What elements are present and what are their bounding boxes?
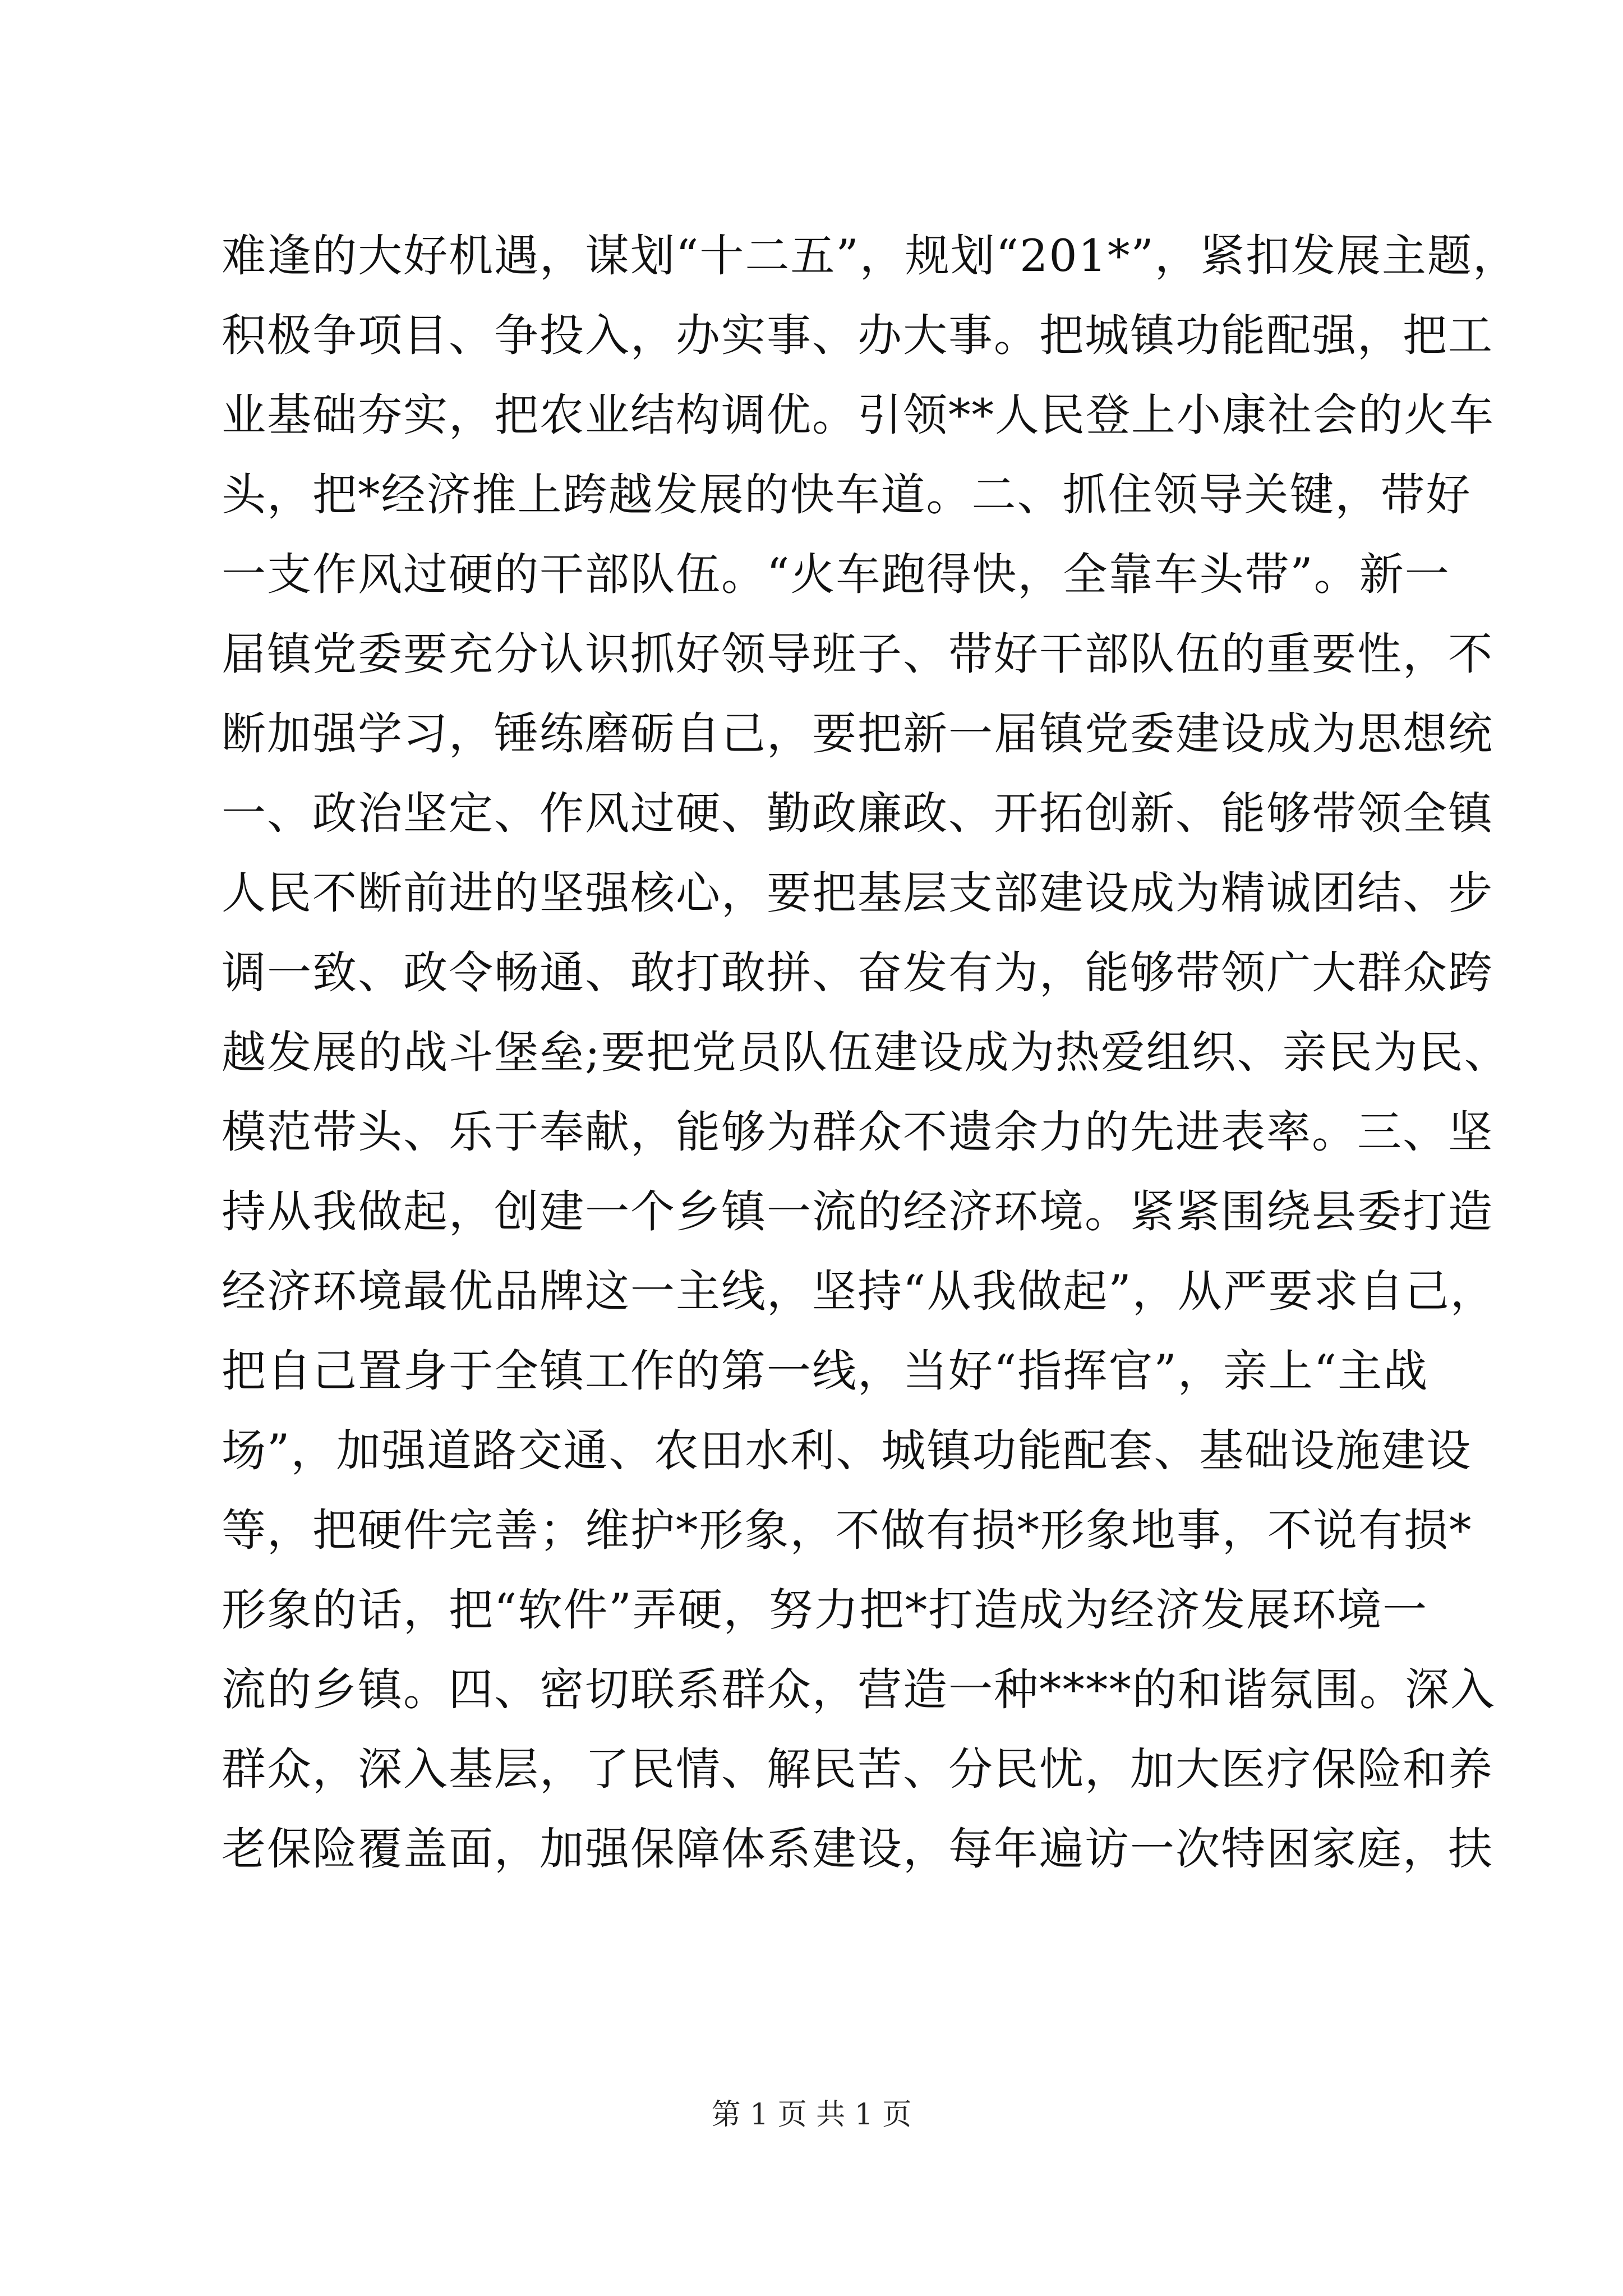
text-line: 场”，加强道路交通、农田水利、城镇功能配套、基础设施建设	[222, 1425, 1472, 1476]
text-line: 等，把硬件完善；维护*形象，不做有损*形象地事，不说有损*	[222, 1504, 1473, 1556]
text-line: 积极争项目、争投入，办实事、办大事。把城镇功能配强，把工	[222, 310, 1493, 361]
text-line: 形象的话，把“软件”弄硬，努力把*打造成为经济发展环境一	[222, 1584, 1428, 1636]
text-line: 调一致、政令畅通、敢打敢拼、奋发有为，能够带领广大群众跨	[222, 947, 1493, 999]
text-line: 断加强学习，锤练磨砺自己，要把新一届镇党委建设成为思想统	[222, 708, 1493, 760]
text-line: 业基础夯实，把农业结构调优。引领**人民登上小康社会的火车	[222, 389, 1495, 441]
text-line: 把自己置身于全镇工作的第一线，当好“指挥官”，亲上“主战	[222, 1345, 1429, 1397]
text-line: 模范带头、乐于奉献，能够为群众不遗余力的先进表率。三、坚	[222, 1106, 1493, 1158]
page-footer: 第 1 页 共 1 页	[711, 2098, 912, 2132]
text-line: 流的乡镇。四、密切联系群众，营造一种****的和谐氛围。深入	[222, 1664, 1496, 1715]
text-line: 人民不断前进的坚强核心，要把基层支部建设成为精诚团结、步	[222, 867, 1493, 919]
text-line: 经济环境最优品牌这一主线，坚持“从我做起”，从严要求自己，	[222, 1266, 1496, 1317]
text-line: 届镇党委要充分认识抓好领导班子、带好干部队伍的重要性，不	[222, 628, 1493, 680]
text-line: 头，把*经济推上跨越发展的快车道。二、抓住领导关键，带好	[222, 469, 1472, 521]
text-line: 一支作风过硬的干部队伍。“火车跑得快，全靠车头带”。新一	[222, 549, 1450, 600]
text-line: 一、政治坚定、作风过硬、勤政廉政、开拓创新、能够带领全镇	[222, 788, 1493, 839]
body-text	[222, 216, 1518, 1889]
text-line: 群众，深入基层，了民情、解民苦、分民忧，加大医疗保险和养	[222, 1743, 1493, 1795]
text-line: 老保险覆盖面，加强保障体系建设，每年遍访一次特困家庭，扶	[222, 1823, 1493, 1875]
text-line: 持从我做起，创建一个乡镇一流的经济环境。紧紧围绕县委打造	[222, 1186, 1493, 1237]
text-line: 难逢的大好机遇，谋划“十二五”，规划“201*”，紧扣发展主题，	[222, 230, 1518, 282]
text-line: 越发展的战斗堡垒;要把党员队伍建设成为热爱组织、亲民为民、	[222, 1027, 1510, 1078]
